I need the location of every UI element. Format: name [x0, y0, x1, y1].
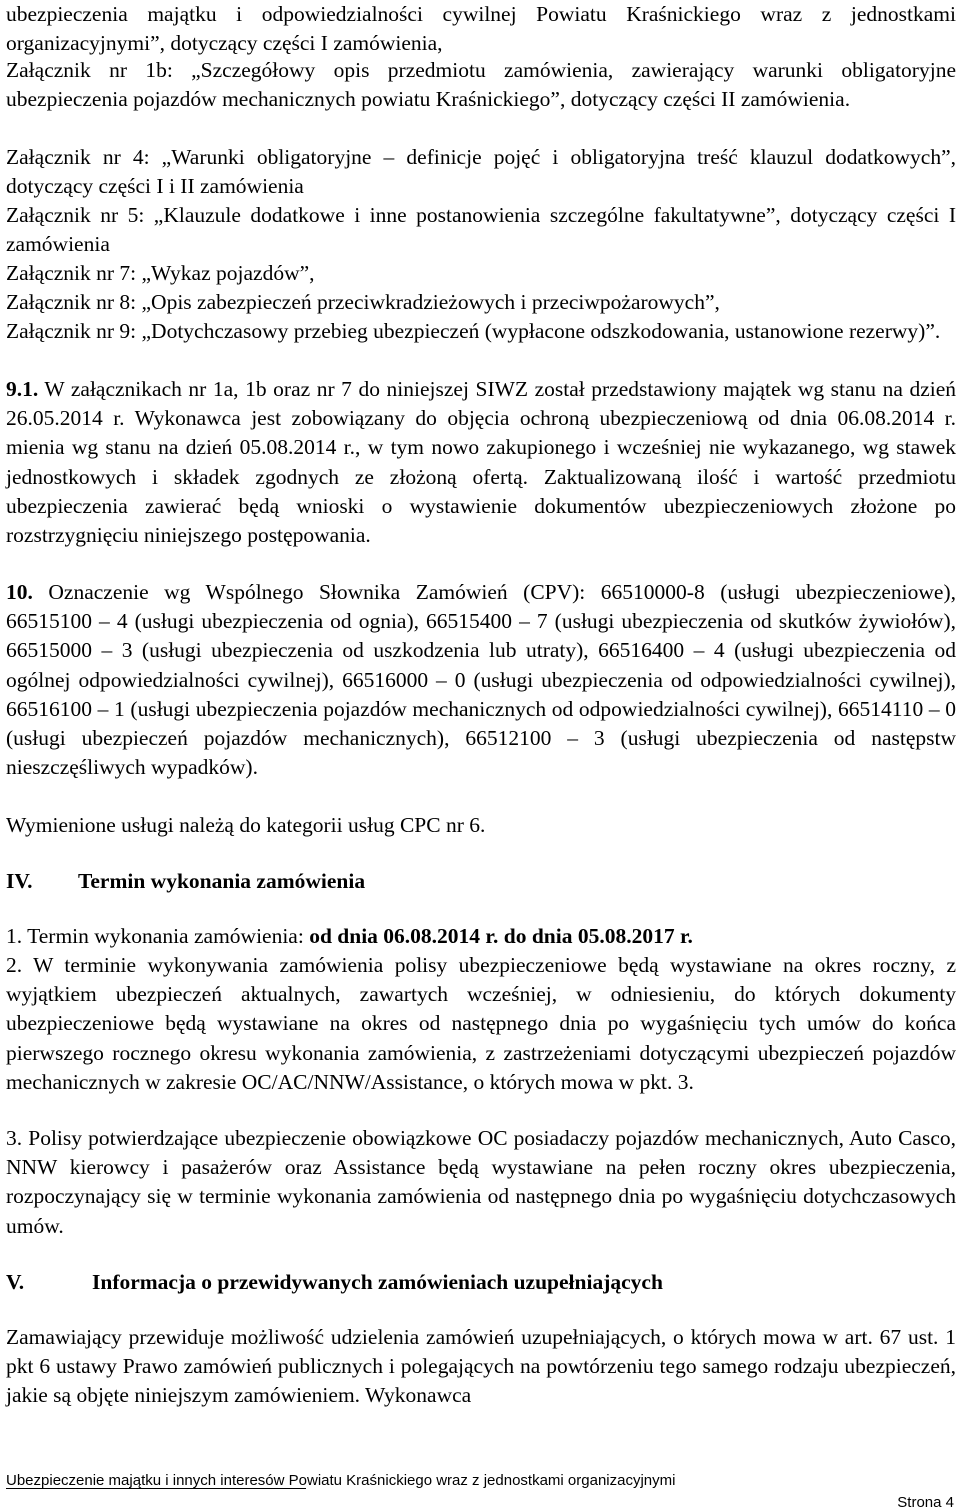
- paragraph-attachment-7: Załącznik nr 7: „Wykaz pojazdów”,: [6, 261, 315, 285]
- paragraph-attachment-1a-continued: ubezpieczenia majątku i odpowiedzialności cywilnej Powiatu Kraśnickiego wraz z jednostkami organizacyjnymi”, dotyczący części I zamówienia,: [6, 2, 956, 56]
- section-iv-item-1-dates: od dnia 06.08.2014 r. do dnia 05.08.2017 r.: [309, 924, 693, 948]
- section-v-number: V.: [6, 1270, 25, 1294]
- section-iv-item-1-label: 1. Termin wykonania zamówienia:: [6, 924, 310, 948]
- paragraph-attachment-1b: Załącznik nr 1b: „Szczegółowy opis przedmiotu zamówienia, zawierający warunki obligatoryjne ubezpieczenia pojazdów mechanicznych powiatu Kraśnickiego”, dotyczący części II zamówienia.: [6, 58, 956, 112]
- paragraph-10: [6, 578, 956, 782]
- paragraph-attachment-9: Załącznik nr 9: „Dotychczasowy przebieg ubezpieczeń (wypłacone odszkodowania, ustanowione rezerwy)”.: [6, 319, 941, 343]
- footer-title: Ubezpieczenie majątku i innych interesów Powiatu Kraśnickiego wraz z jednostkami organizacyjnymi: [6, 1472, 676, 1489]
- paragraph-10-text: Oznaczenie wg Wspólnego Słownika Zamówień (CPV): 66510000-8 (usługi ubezpieczeniowe), 66515100 – 4 (usługi ubezpieczenia od ognia), 66515400 – 7 (usługi ubezpieczenia od skutków żywiołów), 66515000 – 3 (usługi ubezpieczenia od uszkodzenia lub utraty), 66516400 – 4 (usługi ubezpieczenia od ogólnej odpowiedzialności cywilnej), 66516000 – 0 (usługi ubezpieczenia od odpowiedzialności cywilnej), 66516100 – 1 (usługi ubezpieczenia pojazdów mechanicznych od odpowiedzialności cywilnej), 66514110 – 0 (usługi ubezpieczeń pojazdów mechanicznych), 66512100 – 3 (usługi ubezpieczenia od następstw nieszczęśliwych wypadków).: [6, 580, 956, 780]
- section-v-text: Zamawiający przewiduje możliwość udzielenia zamówień uzupełniających, o których mowa w art. 67 ust. 1 pkt 6 ustawy Prawo zamówień publicznych i polegających na powtórzeniu tego samego rodzaju ubezpieczeń, jakie są objęte niniejszym zamówieniem. Wykonawca: [6, 1325, 956, 1408]
- paragraph-attachment-5: Załącznik nr 5: „Klauzule dodatkowe i inne postanowienia szczególne fakultatywne”, dotyczący części I zamówienia: [6, 203, 956, 257]
- section-v-title: Informacja o przewidywanych zamówieniach uzupełniających: [92, 1270, 663, 1294]
- section-iv-title: Termin wykonania zamówienia: [78, 869, 366, 893]
- paragraph-attachment-8: Załącznik nr 8: „Opis zabezpieczeń przeciwkradzieżowych i przeciwpożarowych”,: [6, 290, 720, 314]
- footer-page-number: Strona 4: [897, 1494, 954, 1511]
- section-iv-item-2: 2. W terminie wykonywania zamówienia polisy ubezpieczeniowe będą wystawiane na okres roczny, z wyjątkiem ubezpieczeń aktualnych, zawartych wcześniej, w odniesieniu, do których dokumenty ubezpieczeniowe będą wystawiane na okres od następnego dnia po wygaśnięciu tych umów do końca pierwszego rocznego okresu wykonania zamówienia, z zastrzeżeniami dotyczącymi ubezpieczeń pojazdów mechanicznych w zakresie OC/AC/NNW/Assistance, o których mowa w pkt. 3.: [6, 953, 956, 1094]
- section-iv-item-1: [6, 922, 956, 951]
- paragraph-cpc: Wymienione usługi należą do kategorii usług CPC nr 6.: [6, 813, 486, 837]
- paragraph-9-1-text: W załącznikach nr 1a, 1b oraz nr 7 do niniejszej SIWZ został przedstawiony majątek wg stanu na dzień 26.05.2014 r. Wykonawca jest zobowiązany do objęcia ochroną ubezpieczeniową od dnia 06.08.2014 r. mienia wg stanu na dzień 05.08.2014 r., w tym nowo zakupionego i wcześniej nie wykazanego, wg stawek jednostkowych i składek zgodnych ze złożoną ofertą. Zaktualizowaną ilość i wartość przedmiotu ubezpieczenia zawierać będą wnioski o wystawienie dokumentów ubezpieczeniowych złożone po rozstrzygnięciu niniejszego postępowania.: [6, 377, 956, 548]
- paragraph-9-1-number: 9.1.: [6, 377, 39, 401]
- section-iv-number: IV.: [6, 869, 33, 893]
- paragraph-9-1: [6, 375, 956, 550]
- section-iv-item-3: 3. Polisy potwierdzające ubezpieczenie obowiązkowe OC posiadaczy pojazdów mechanicznych, Auto Casco, NNW kierowcy i pasażerów oraz Assistance będą wystawiane na pełen roczny okres ubezpieczenia, rozpoczynający się w terminie wykonania zamówienia od następnego dnia po wygaśnięciu dotychczasowych umów.: [6, 1126, 956, 1238]
- paragraph-attachment-4: Załącznik nr 4: „Warunki obligatoryjne – definicje pojęć i obligatoryjna treść klauzul dodatkowych”, dotyczący części I i II zamówienia: [6, 145, 956, 199]
- section-v-heading: [6, 1268, 663, 1297]
- paragraph-10-number: 10.: [6, 580, 33, 604]
- section-iv-heading: [6, 867, 365, 896]
